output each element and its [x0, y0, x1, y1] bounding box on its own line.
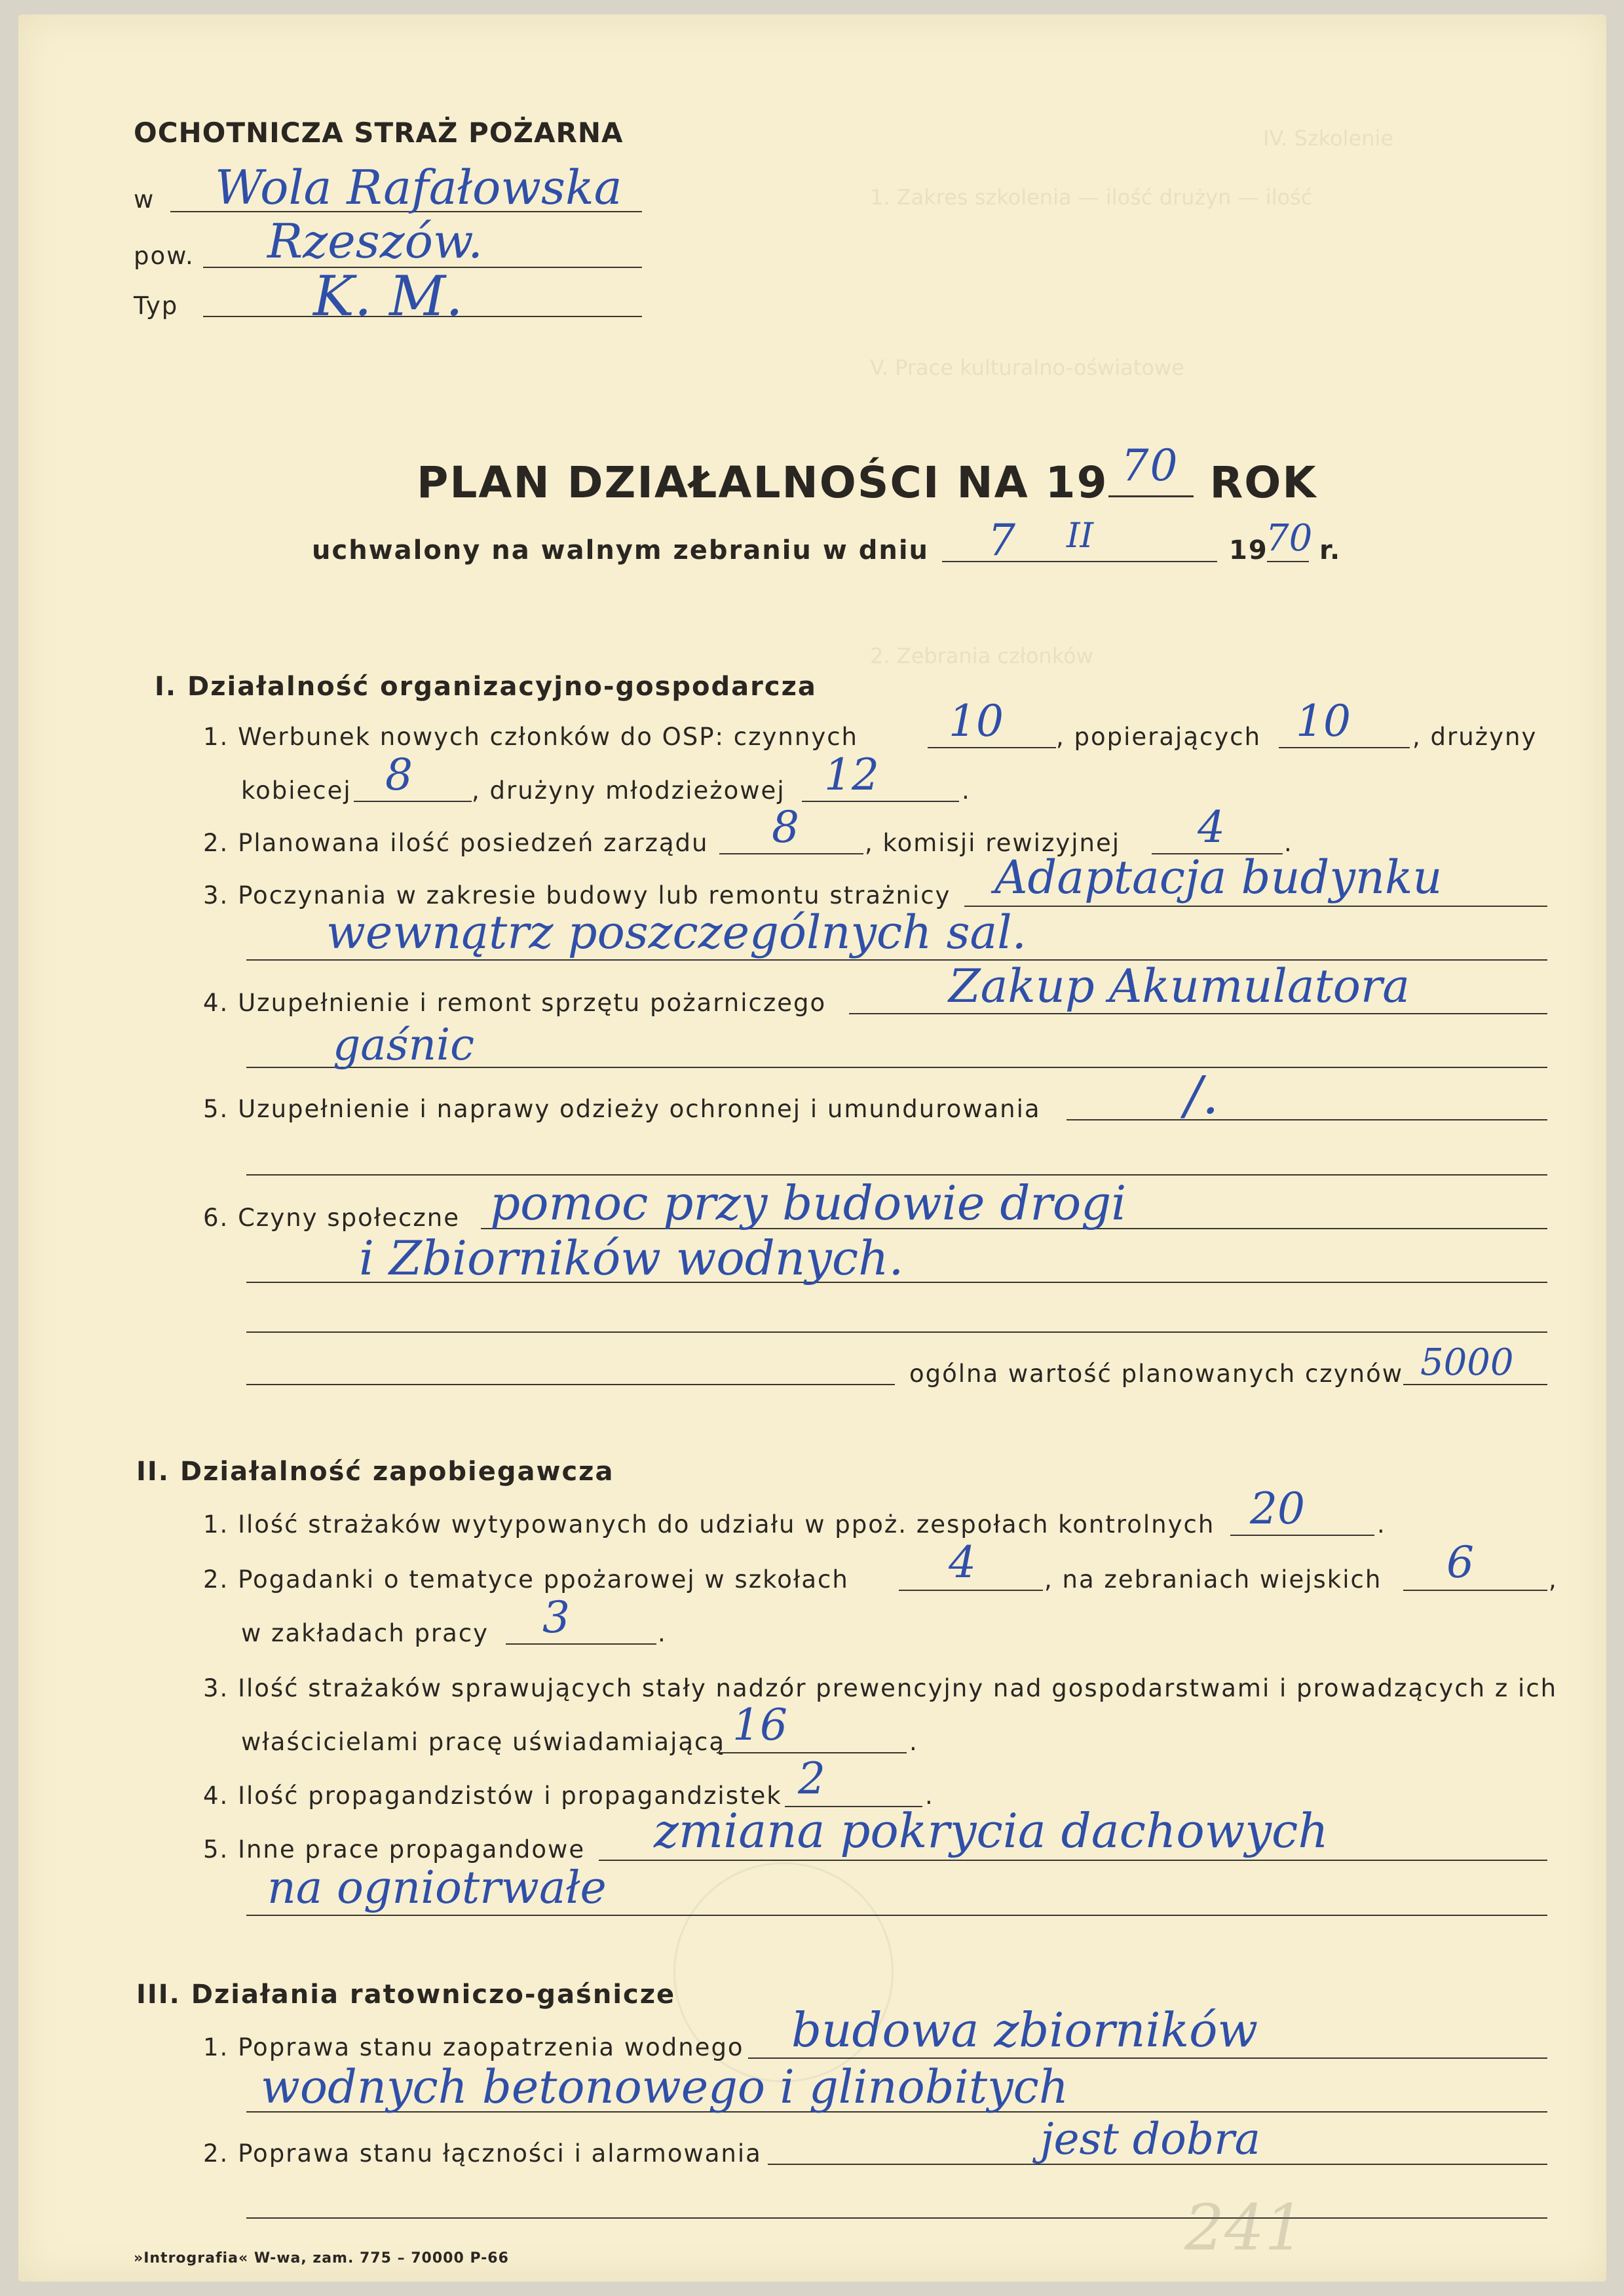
plan-title-prefix: PLAN DZIAŁALNOŚCI NA 19: [417, 457, 1108, 508]
s1-item1-c: , drużyny: [1412, 723, 1538, 751]
w-value: Wola Rafałowska: [215, 160, 622, 215]
resolution-month: II: [1067, 516, 1094, 556]
section-3-heading: III. Działania ratowniczo-gaśnicze: [136, 1980, 676, 2010]
s1-item5-hw: /.: [1184, 1065, 1219, 1126]
s2-item3-val: 16: [732, 1700, 787, 1750]
org-name: OCHOTNICZA STRAŻ POŻARNA: [134, 117, 624, 149]
s1-item1-mlodziezowej-line: [802, 801, 959, 802]
s1-item6-hw-2: i Zbiorników wodnych.: [359, 1231, 904, 1286]
s1-item6-total: 5000: [1420, 1341, 1514, 1384]
resolution-day: 7: [988, 515, 1015, 565]
s1-item1-b: , popierających: [1056, 723, 1262, 751]
resolution-date-line: [942, 561, 1217, 562]
s1-item1-a: 1. Werbunek nowych członków do OSP: czynnych: [203, 723, 859, 751]
s1-item6-line-3: [246, 1331, 1547, 1333]
s1-item6-line-4: [246, 1384, 895, 1385]
s3-item2-line-2: [246, 2217, 1547, 2219]
plan-title: [417, 440, 1317, 508]
resolution-year-suffix: 70: [1266, 517, 1313, 560]
s2-item2-zebraniach: 6: [1446, 1537, 1474, 1588]
s2-item2-zakladach-line: [506, 1643, 656, 1645]
s2-item5: 5. Inne prace propagandowe: [203, 1835, 586, 1864]
resolution-year-line: [1267, 561, 1309, 562]
s2-item3-a: 3. Ilość strażaków sprawujących stały nadzór prewencyjny nad gospodarstwami i prowadzących z ich: [203, 1674, 1558, 1702]
bleed-through-text: V. Prace kulturalno-oświatowe: [870, 355, 1184, 380]
s2-item4-val: 2: [798, 1753, 825, 1804]
section-1-heading: I. Działalność organizacyjno-gospodarcza: [155, 672, 817, 702]
s2-item1: 1. Ilość strażaków wytypowanych do udziału w ppoż. zespołach kontrolnych: [203, 1510, 1215, 1539]
s2-item2-zakladach: 3: [542, 1592, 570, 1643]
section-2-heading: II. Działalność zapobiegawcza: [136, 1457, 614, 1487]
s2-item2-a: 2. Pogadanki o tematyce ppożarowej w szkołach: [203, 1565, 849, 1594]
s1-item1-d: kobiecej: [241, 776, 352, 805]
s1-item1-czynnych: 10: [949, 696, 1004, 746]
typ-label: Typ: [134, 292, 179, 320]
s1-item4-line-1: [849, 1013, 1547, 1014]
printer-imprint: »Intrografia« W-wa, zam. 775 – 70000 P-66: [134, 2250, 509, 2267]
s1-item6-total-label: ogólna wartość planowanych czynów: [909, 1360, 1403, 1388]
s1-item3: 3. Poczynania w zakresie budowy lub remontu strażnicy: [203, 881, 951, 909]
s3-item2: 2. Poprawa stanu łączności i alarmowania: [203, 2139, 762, 2168]
s1-item3-hw-1: Adaptacja budynku: [994, 851, 1443, 904]
s2-item2-c: ,: [1549, 1565, 1558, 1594]
pow-label: pow.: [134, 242, 195, 270]
s2-item4: 4. Ilość propagandzistów i propagandzistek: [203, 1782, 782, 1810]
s2-item1-line: [1230, 1535, 1374, 1536]
s2-item1-end: .: [1377, 1510, 1386, 1539]
s1-item2-zarzadu-line: [719, 853, 863, 854]
s1-item3-line-1: [964, 906, 1547, 907]
s1-item4-hw-1: Zakup Akumulatora: [949, 959, 1410, 1013]
s1-item1-czynnych-line: [928, 747, 1056, 748]
s1-item2-zarzadu: 8: [772, 802, 799, 852]
s1-item1-kobiecej: 8: [385, 750, 413, 800]
s2-item2-szkolach: 4: [949, 1537, 976, 1588]
s1-item6-hw-1: pomoc przy budowie drogi: [490, 1176, 1127, 1231]
s2-item2-d: w zakładach pracy: [241, 1619, 489, 1647]
s1-item1-end: .: [962, 776, 971, 805]
bleed-through-text: IV. Szkolenie: [1263, 126, 1394, 151]
s1-item2-komisji: 4: [1198, 802, 1225, 852]
s2-item5-hw-2: na ogniotrwałe: [267, 1862, 607, 1914]
s3-item1-hw-1: budowa zbiorników: [791, 2002, 1258, 2057]
form-page: [18, 14, 1606, 2282]
s2-item5-line-1: [599, 1860, 1547, 1861]
s2-item2-zebraniach-line: [1403, 1590, 1547, 1591]
s1-item1-e: , drużyny młodzieżowej: [472, 776, 785, 805]
plan-title-suffix: ROK: [1209, 457, 1317, 508]
s1-item6: 6. Czyny społeczne: [203, 1204, 460, 1232]
s2-item2-end: .: [658, 1619, 667, 1647]
s1-item5: 5. Uzupełnienie i naprawy odzieży ochronnej i umundurowania: [203, 1095, 1041, 1123]
typ-value: K. M.: [313, 264, 463, 328]
plan-title-year-blank: [1108, 440, 1194, 497]
bleed-through-text: 1. Zakres szkolenia — ilość drużyn — ilość: [870, 185, 1313, 210]
s2-item2-szkolach-line: [899, 1590, 1043, 1591]
s1-item1-popierajacych-line: [1279, 747, 1410, 748]
s1-item1-popierajacych: 10: [1296, 696, 1351, 746]
bleed-through-text: 2. Zebrania członków: [870, 643, 1093, 668]
s2-item5-line-2: [246, 1915, 1547, 1916]
resolution-year-prefix: 19: [1229, 535, 1268, 565]
w-label: w: [134, 185, 155, 214]
s1-item1-mlodziezowej: 12: [824, 750, 879, 800]
plan-title-year-suffix: 70: [1121, 440, 1179, 491]
page-note: 241: [1184, 2191, 1305, 2265]
pow-value: Rzeszów.: [267, 214, 483, 269]
s3-item1-line-1: [748, 2057, 1547, 2059]
s2-item1-val: 20: [1250, 1483, 1305, 1534]
s1-item2-end: .: [1284, 829, 1293, 857]
s2-item3-b: właścicielami pracę uświadamiającą: [241, 1728, 726, 1756]
s1-item4-hw-2: gaśnic: [333, 1020, 475, 1070]
s3-item1-hw-2: wodnych betonowego i glinobitych: [261, 2060, 1068, 2114]
s1-item2-a: 2. Planowana ilość posiedzeń zarządu: [203, 829, 709, 857]
resolution-date-label: uchwalony na walnym zebraniu w dniu: [312, 535, 930, 565]
s2-item5-hw-1: zmiana pokrycia dachowych: [654, 1803, 1329, 1858]
s1-item6-total-line: [1403, 1384, 1547, 1385]
s2-item2-b: , na zebraniach wiejskich: [1044, 1565, 1382, 1594]
s2-item3-end: .: [909, 1728, 918, 1756]
s1-item4: 4. Uzupełnienie i remont sprzętu pożarniczego: [203, 989, 827, 1017]
resolution-year-end: r.: [1319, 535, 1342, 565]
s1-item3-hw-2: wewnątrz poszczególnych sal.: [326, 906, 1027, 959]
s3-item1: 1. Poprawa stanu zaopatrzenia wodnego: [203, 2033, 744, 2061]
s1-item5-line-1: [1067, 1119, 1547, 1120]
s3-item2-hw: jest dobra: [1040, 2114, 1261, 2164]
s1-item2-b: , komisji rewizyjnej: [865, 829, 1120, 857]
s1-item1-kobiecej-line: [354, 801, 472, 802]
s2-item4-end: .: [925, 1782, 934, 1810]
